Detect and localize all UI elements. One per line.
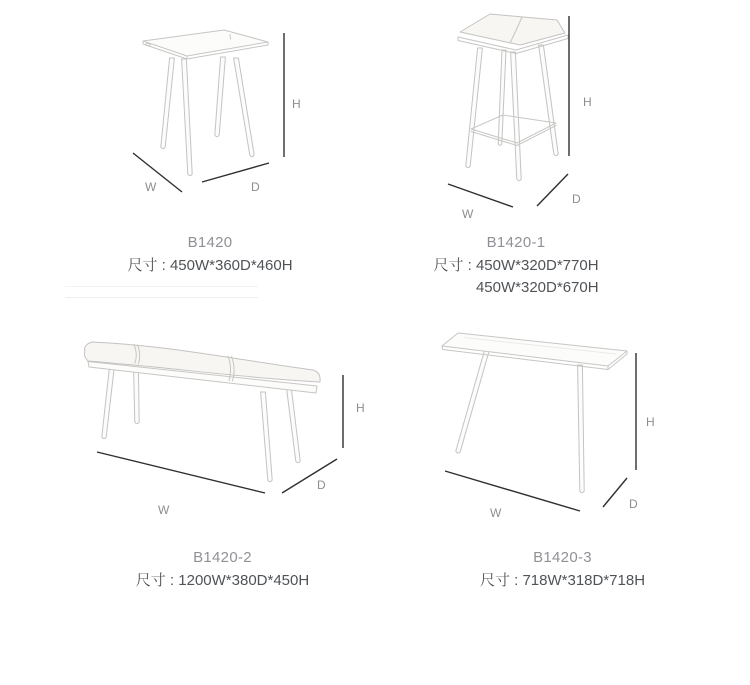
table-top bbox=[143, 30, 268, 56]
bench-drawing bbox=[55, 330, 370, 530]
width-label: W bbox=[158, 503, 170, 517]
product-caption bbox=[95, 233, 325, 277]
width-dimension-line bbox=[97, 452, 265, 493]
product-size: 尺寸 : 450W*360D*460H bbox=[127, 257, 293, 274]
width-dimension-line bbox=[448, 184, 513, 207]
depth-label: D bbox=[572, 192, 581, 206]
product-caption bbox=[440, 548, 685, 592]
table-leg bbox=[182, 59, 193, 176]
bench-leg bbox=[102, 366, 115, 439]
product-caption bbox=[405, 233, 627, 299]
bar-stool-drawing bbox=[425, 5, 665, 220]
dowel-detail bbox=[146, 43, 150, 45]
product-caption bbox=[100, 548, 345, 592]
stool-leg bbox=[539, 45, 559, 156]
product-code: B1420-2 bbox=[193, 549, 252, 566]
width-label: W bbox=[145, 180, 157, 194]
height-label: H bbox=[292, 97, 301, 111]
table-leg bbox=[234, 58, 255, 157]
bench-leg bbox=[134, 369, 140, 424]
console-table-drawing bbox=[430, 310, 670, 530]
width-label: W bbox=[462, 207, 474, 220]
depth-label: D bbox=[317, 478, 326, 492]
dowel-detail bbox=[230, 35, 231, 40]
bench-leg bbox=[261, 392, 273, 482]
depth-dimension-line bbox=[603, 478, 627, 507]
width-label: W bbox=[490, 506, 502, 520]
faint-divider-line bbox=[65, 297, 258, 298]
width-dimension-line bbox=[445, 471, 580, 511]
product-size: 尺寸 : 450W*320D*770H bbox=[433, 257, 599, 274]
depth-dimension-line bbox=[282, 459, 337, 493]
console-leg bbox=[456, 350, 490, 453]
faint-divider-line bbox=[65, 286, 258, 287]
product-sizes bbox=[127, 255, 292, 277]
depth-label: D bbox=[251, 180, 260, 194]
product-sizes bbox=[480, 570, 645, 592]
side-table-drawing bbox=[95, 10, 325, 205]
product-code: B1420-3 bbox=[533, 549, 592, 566]
product-sizes bbox=[136, 570, 309, 592]
height-label: H bbox=[646, 415, 655, 429]
product-sizes bbox=[433, 255, 598, 299]
height-label: H bbox=[583, 95, 592, 109]
depth-dimension-line bbox=[537, 174, 568, 206]
height-label: H bbox=[356, 401, 365, 415]
width-dimension-line bbox=[133, 153, 182, 192]
product-code: B1420-1 bbox=[486, 234, 546, 251]
stool-leg bbox=[466, 48, 483, 168]
product-size: 450W*320D*670H bbox=[475, 279, 599, 296]
bench-leg bbox=[287, 389, 301, 463]
console-leg bbox=[578, 365, 585, 493]
table-leg bbox=[215, 57, 226, 137]
product-code: B1420 bbox=[187, 234, 233, 251]
product-size: 尺寸 : 1200W*380D*450H bbox=[135, 572, 310, 589]
table-leg bbox=[161, 58, 175, 149]
product-size: 尺寸 : 718W*318D*718H bbox=[479, 572, 646, 589]
stool-leg bbox=[498, 50, 506, 145]
depth-label: D bbox=[629, 497, 638, 511]
stool-stretchers bbox=[471, 126, 556, 146]
